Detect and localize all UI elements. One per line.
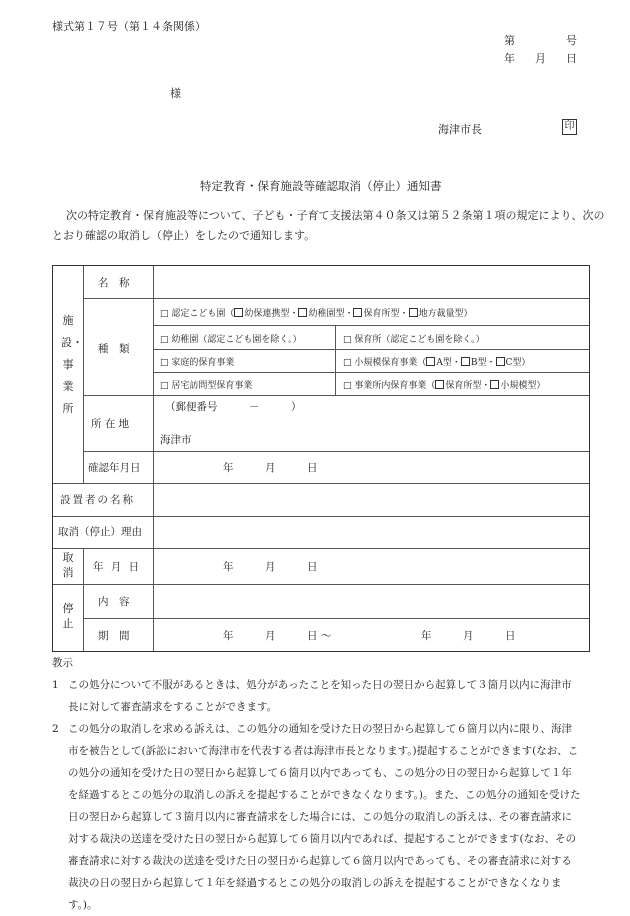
doc-no-prefix: 第 [504,34,515,47]
nintei-checkbox[interactable]: □ [160,309,169,319]
period-end-field[interactable]: 年 月 日 [421,630,516,642]
checkbox-icon[interactable] [426,357,435,366]
location-label: 所 在 地 [91,418,130,430]
intro-line-1: 次の特定教育・保育施設等について、子ども・子育て支援法第４０条又は第５２条第１項の規定により、次の [66,209,605,222]
cancel-date-field[interactable]: 年 月 日 [223,561,318,573]
checkbox-icon[interactable] [298,308,307,317]
checkbox-icon[interactable] [353,308,362,317]
form-number: 様式第１７号（第１４条関係） [52,20,206,33]
instruction-item: 2 この処分の取消しを求める訴えは、この処分の通知を受けた日の翌日から起算して６箇月以内に限り、海津市を被告として(訴訟において海津市を代表する者は海津市長となります。)提起することができます(なお、この処分の通知を受けた日の翌日から起算して６箇月以内であっても、この処分の日の翌日から起算して１年を経過するとこの処分の取消しの訴えを提起することができなくなります。)。また、この処分の通知を受けた日の翌日から起算して３箇月以内に審査請求をした場合には、この処分の取消しの訴えは、その審査請求に対する裁決の送達を受けた日の翌日から起算して６箇月以内であれば、提起することができます(なお、その審査請求に対する裁決の送達を受けた日の翌日から起算して６箇月以内であっても、その審査請求に対する裁決の日の翌日から起算して１年を経過するとこの処分の取消しの訴えを提起することができなくなります。)。 [52,723,581,911]
confirm-date-label: 確認年月日 [88,462,141,474]
stop-content-label: 内 容 [98,596,130,608]
checkbox-icon[interactable] [409,308,418,317]
type-option-hoikusho[interactable]: □ 保育所（認定こども園を除く。） [343,335,485,345]
date-month: 月 [535,52,546,65]
document-title: 特定教育・保育施設等確認取消（停止）通知書 [200,179,442,193]
instruction-item: 1 この処分について不服があるときは、処分があったことを知った日の翌日から起算して３箇月以内に海津市長に対して審査請求をすることができます。 [52,679,572,713]
intro-line-2: とおり確認の取消し（停止）をしたので通知します。 [52,229,316,242]
checkbox-icon[interactable] [461,357,470,366]
checkbox-icon[interactable] [435,380,444,389]
facility-label: 施設・事業所 [61,314,83,415]
facility-name-field[interactable] [156,269,586,295]
stop-label: 停止 [62,602,74,630]
date-year: 年 [504,52,515,65]
recipient-honorific: 様 [170,87,181,100]
period-start-field[interactable]: 年 月 日 〜 [223,630,332,642]
cancel-date-label: 年 月 日 [93,561,142,573]
stop-content-field[interactable] [156,587,586,615]
type-option-jigyosho[interactable]: □ 事業所内保育事業（ 保育所型・ 小規模型） [343,381,546,391]
type-option-yochien[interactable]: □ 幼稚園（認定こども園を除く。） [160,335,302,345]
cancel-label: 取消 [62,551,74,579]
checkbox-icon[interactable] [234,308,243,317]
checkbox-icon[interactable] [490,380,499,389]
type-option-kyotaku[interactable]: □ 居宅訪問型保育事業 [160,381,253,391]
doc-no-suffix: 号 [566,34,577,47]
form-table [52,265,590,652]
type-option-nintei[interactable]: □ 認定こども園（ 幼保連携型・ 幼稚園型・ 保育所型・ 地方裁量型） [160,309,473,319]
founder-label: 設置者の名称 [60,494,135,506]
confirm-date-field[interactable]: 年 月 日 [223,462,318,474]
issuer-name: 海津市長 [438,123,482,136]
instructions-heading: 教示 [52,657,73,669]
founder-name-field[interactable] [156,486,586,512]
checkbox-icon[interactable] [496,357,505,366]
address-city[interactable]: 海津市 [160,434,192,446]
type-label: 種 類 [98,343,130,355]
type-option-shokibo[interactable]: □ 小規模保育事業（ A型・ B型・ C型） [343,358,531,368]
name-label: 名 称 [98,277,130,289]
date-day: 日 [566,52,577,65]
reason-label: 取消（停止）理由 [58,526,142,538]
postal-code-field[interactable]: （郵便番号 － ） [165,401,302,413]
seal-mark: 印 [562,119,577,135]
type-option-katei[interactable]: □ 家庭的保育事業 [160,358,235,368]
instructions-section [52,652,582,916]
reason-field[interactable] [156,519,586,545]
stop-period-label: 期 間 [98,630,130,642]
